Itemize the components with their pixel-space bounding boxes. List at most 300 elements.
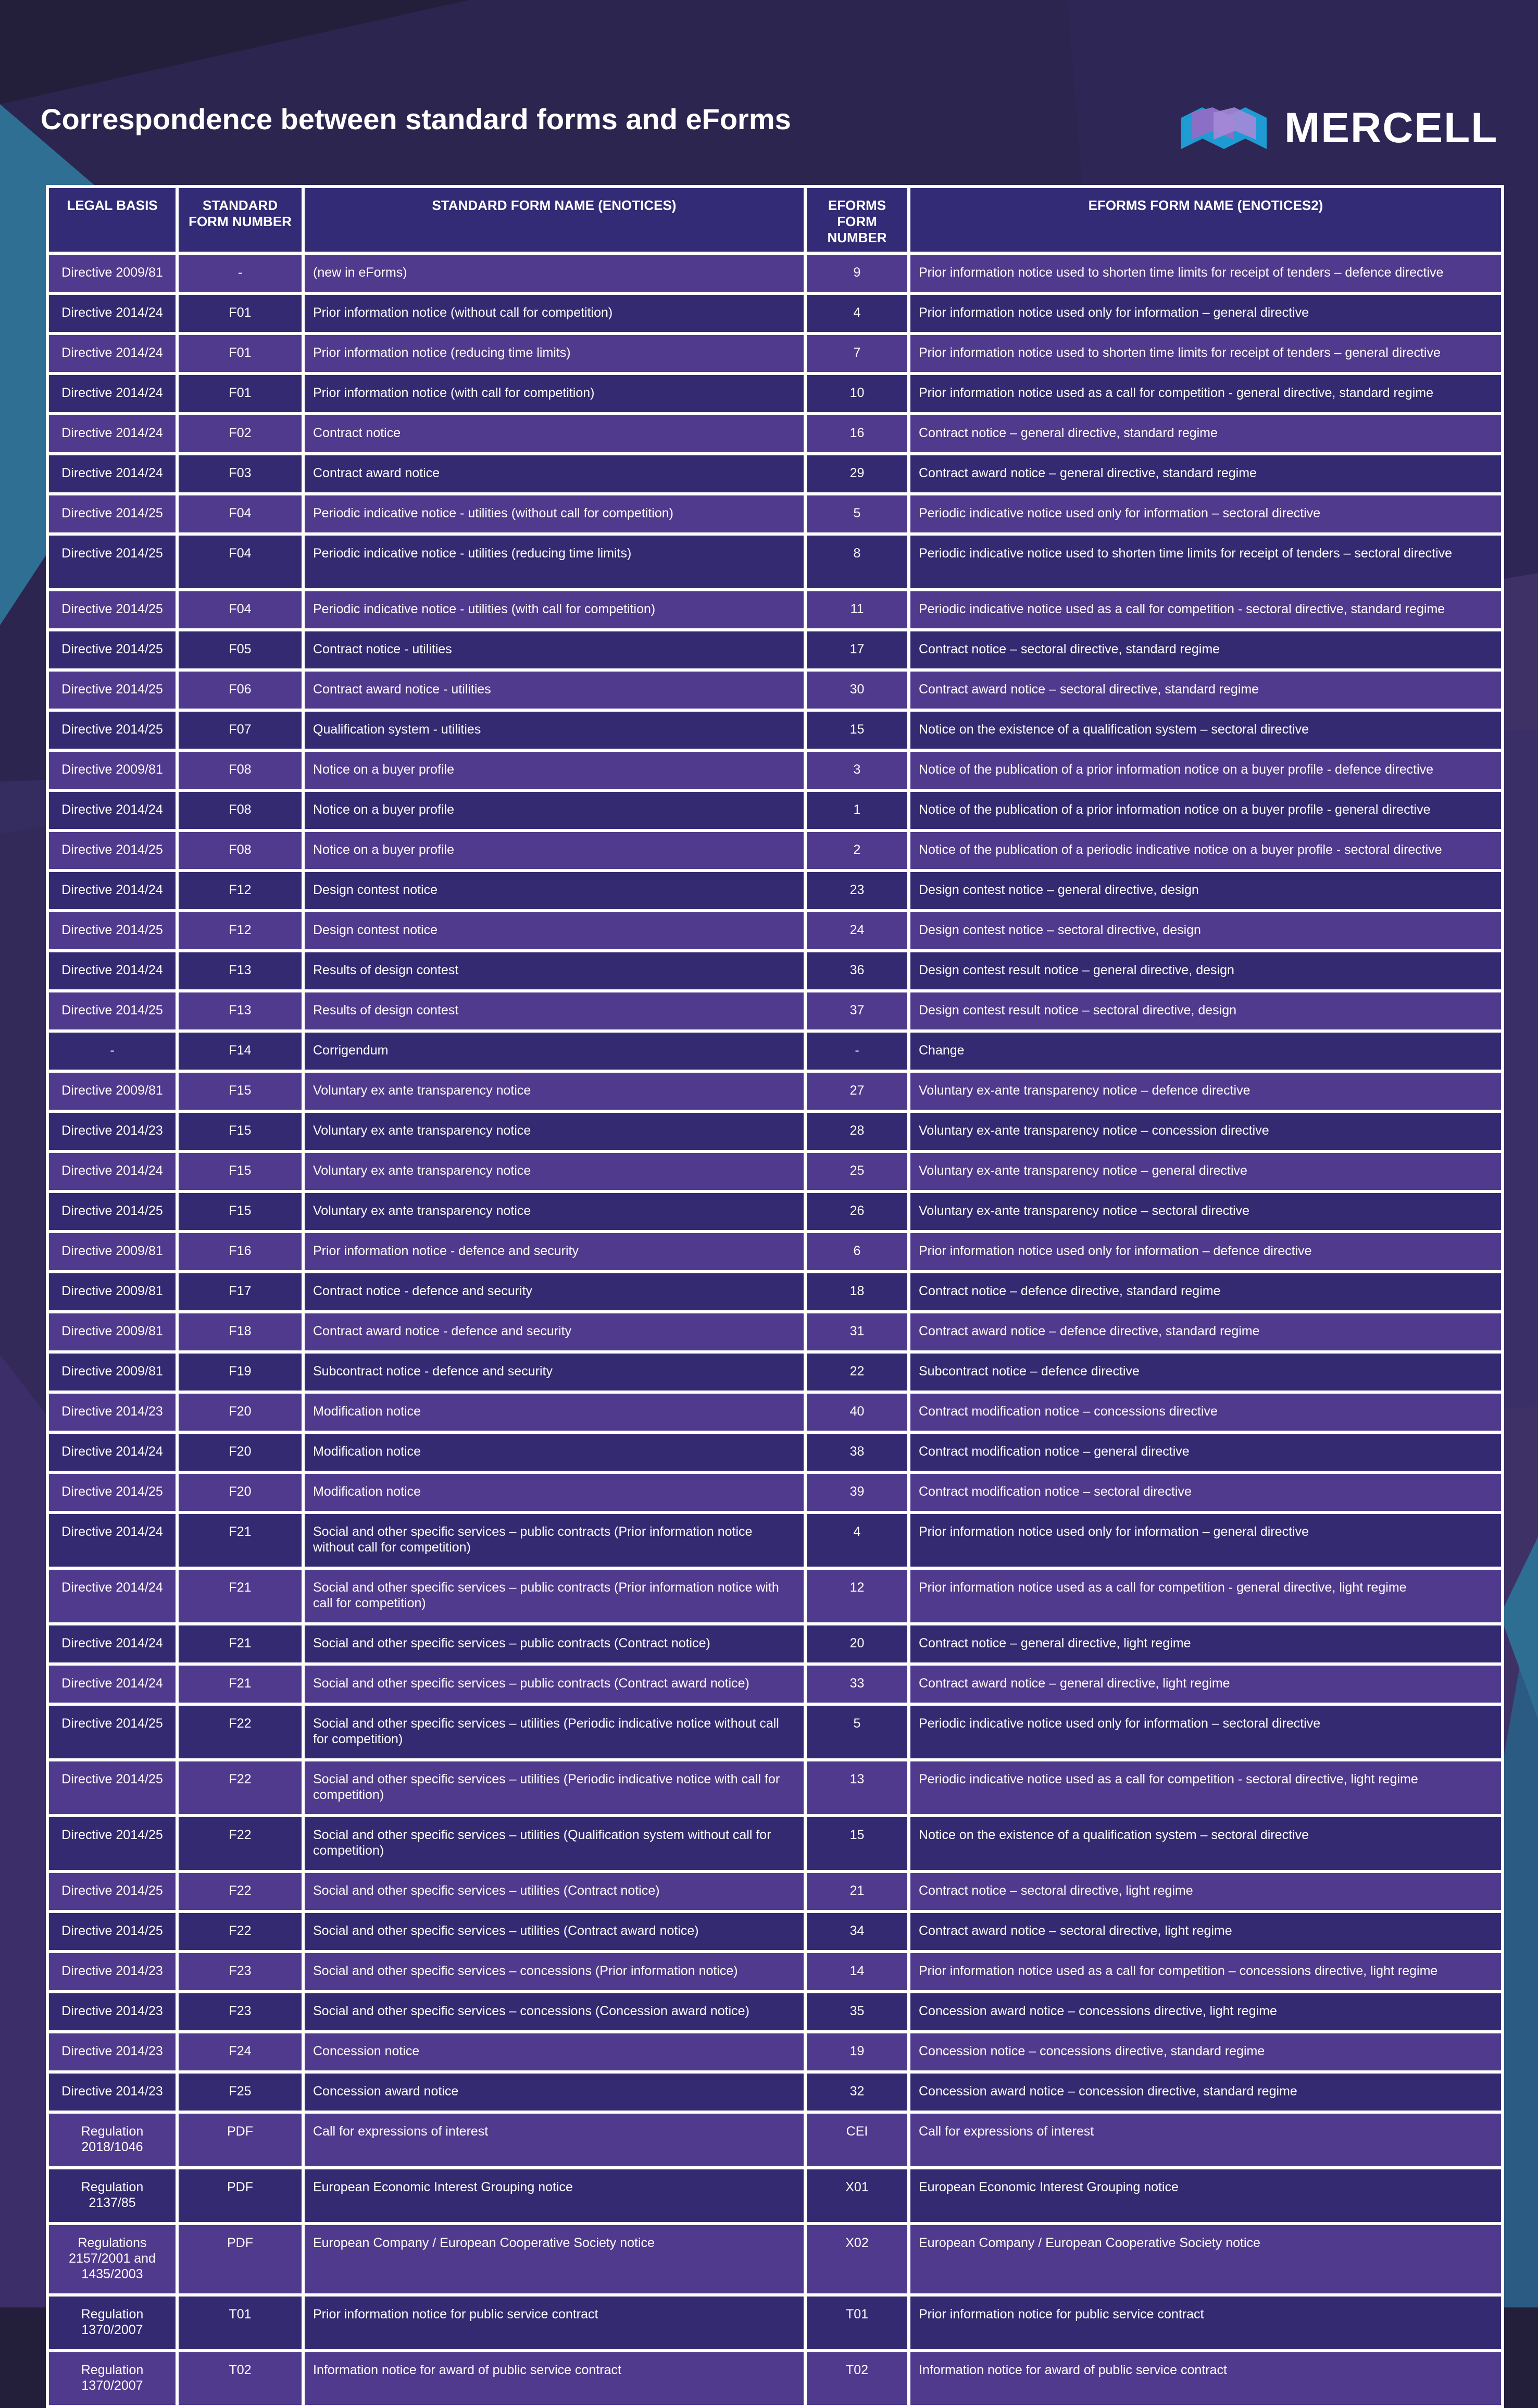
cell-standard-form-name: Social and other specific services – utilities (Periodic indicative notice with call for competition): [305, 1761, 804, 1814]
cell-eforms-form-number: 6: [807, 1233, 907, 1270]
table-row: [49, 832, 1501, 869]
cell-standard-form-number: F22: [179, 1913, 302, 1950]
cell-eforms-form-number: T01: [807, 2297, 907, 2349]
cell-standard-form-name: (new in eForms): [305, 255, 804, 292]
table-row: [49, 1625, 1501, 1662]
cell-eforms-form-number: 28: [807, 1113, 907, 1150]
cell-standard-form-name: European Company / European Cooperative Society notice: [305, 2225, 804, 2293]
cell-legal-basis: Directive 2014/25: [49, 591, 176, 628]
cell-eforms-form-number: 35: [807, 1993, 907, 2030]
cell-legal-basis: Directive 2014/25: [49, 992, 176, 1029]
table-header-row: [49, 188, 1501, 252]
cell-standard-form-name: Prior information notice - defence and security: [305, 1233, 804, 1270]
cell-eforms-form-number: 5: [807, 495, 907, 532]
cell-legal-basis: Directive 2014/25: [49, 1474, 176, 1511]
page-title: Correspondence between standard forms and eForms: [41, 103, 791, 135]
table-row: [49, 2225, 1501, 2293]
cell-standard-form-number: F12: [179, 912, 302, 949]
cell-standard-form-number: F21: [179, 1570, 302, 1622]
cell-legal-basis: Directive 2014/24: [49, 1666, 176, 1703]
cell-standard-form-name: Periodic indicative notice - utilities (without call for competition): [305, 495, 804, 532]
table-row: [49, 536, 1501, 588]
cell-eforms-form-name: Contract award notice – general directive, standard regime: [910, 455, 1501, 492]
cell-eforms-form-name: Notice on the existence of a qualification system – sectoral directive: [910, 712, 1501, 749]
table-row: [49, 2074, 1501, 2111]
cell-legal-basis: Directive 2014/24: [49, 792, 176, 829]
cell-standard-form-number: T02: [179, 2352, 302, 2405]
cell-legal-basis: -: [49, 1033, 176, 1070]
cell-standard-form-name: Contract notice: [305, 415, 804, 452]
cell-standard-form-name: Social and other specific services – public contracts (Contract notice): [305, 1625, 804, 1662]
table-row: [49, 1514, 1501, 1567]
table-row: [49, 495, 1501, 532]
cell-standard-form-number: F08: [179, 832, 302, 869]
cell-standard-form-name: Information notice for award of public service contract: [305, 2352, 804, 2405]
cell-legal-basis: Directive 2014/24: [49, 1514, 176, 1567]
cell-eforms-form-number: 15: [807, 712, 907, 749]
cell-eforms-form-number: 22: [807, 1354, 907, 1391]
cell-legal-basis: Regulation 2018/1046: [49, 2114, 176, 2166]
cell-eforms-form-number: 4: [807, 1514, 907, 1567]
cell-eforms-form-name: Contract modification notice – sectoral directive: [910, 1474, 1501, 1511]
cell-standard-form-number: -: [179, 255, 302, 292]
cell-standard-form-name: Design contest notice: [305, 872, 804, 909]
cell-eforms-form-name: Design contest result notice – general directive, design: [910, 952, 1501, 989]
cell-eforms-form-name: Design contest notice – sectoral directive, design: [910, 912, 1501, 949]
cell-standard-form-name: Voluntary ex ante transparency notice: [305, 1073, 804, 1110]
table-row: [49, 1313, 1501, 1350]
cell-eforms-form-name: Voluntary ex-ante transparency notice – sectoral directive: [910, 1193, 1501, 1230]
cell-eforms-form-name: European Economic Interest Grouping notice: [910, 2169, 1501, 2222]
cell-standard-form-name: Social and other specific services – concessions (Concession award notice): [305, 1993, 804, 2030]
cell-eforms-form-name: Prior information notice used only for information – general directive: [910, 295, 1501, 332]
table-row: [49, 1354, 1501, 1391]
cell-eforms-form-number: 18: [807, 1273, 907, 1310]
cell-eforms-form-name: Information notice for award of public service contract: [910, 2352, 1501, 2405]
table-row: [49, 1193, 1501, 1230]
cell-legal-basis: Directive 2014/25: [49, 1873, 176, 1910]
cell-standard-form-name: Results of design contest: [305, 952, 804, 989]
table-row: [49, 712, 1501, 749]
table-row: [49, 295, 1501, 332]
cell-eforms-form-number: 3: [807, 752, 907, 789]
cell-standard-form-number: T01: [179, 2297, 302, 2349]
cell-legal-basis: Directive 2014/23: [49, 1113, 176, 1150]
table-row: [49, 591, 1501, 628]
cell-eforms-form-number: 19: [807, 2033, 907, 2070]
cell-eforms-form-name: Design contest notice – general directive, design: [910, 872, 1501, 909]
cell-legal-basis: Directive 2014/24: [49, 335, 176, 372]
cell-standard-form-number: F04: [179, 591, 302, 628]
cell-eforms-form-name: Prior information notice used only for information – defence directive: [910, 1233, 1501, 1270]
cell-legal-basis: Directive 2014/24: [49, 1153, 176, 1190]
cell-eforms-form-name: Contract notice – sectoral directive, standard regime: [910, 631, 1501, 668]
table-row: [49, 255, 1501, 292]
table-row: [49, 1033, 1501, 1070]
cell-standard-form-number: F13: [179, 992, 302, 1029]
mercell-logo-icon: [1181, 107, 1267, 149]
table-row: [49, 752, 1501, 789]
cell-standard-form-number: F22: [179, 1706, 302, 1758]
cell-legal-basis: Directive 2014/25: [49, 672, 176, 709]
cell-standard-form-name: Social and other specific services – concessions (Prior information notice): [305, 1953, 804, 1990]
table-row: [49, 1666, 1501, 1703]
cell-eforms-form-number: 27: [807, 1073, 907, 1110]
cell-legal-basis: Directive 2014/24: [49, 1570, 176, 1622]
cell-legal-basis: Directive 2014/24: [49, 1625, 176, 1662]
cell-standard-form-number: F01: [179, 335, 302, 372]
cell-standard-form-number: F25: [179, 2074, 302, 2111]
cell-eforms-form-number: T02: [807, 2352, 907, 2405]
column-header-eforms-form-name: EFORMS FORM NAME (ENOTICES2): [910, 188, 1501, 252]
cell-standard-form-name: Modification notice: [305, 1434, 804, 1471]
cell-eforms-form-name: Contract notice – general directive, standard regime: [910, 415, 1501, 452]
cell-eforms-form-name: Contract award notice – sectoral directive, standard regime: [910, 672, 1501, 709]
cell-eforms-form-name: Periodic indicative notice used only for information – sectoral directive: [910, 1706, 1501, 1758]
table-row: [49, 1474, 1501, 1511]
cell-eforms-form-number: CEI: [807, 2114, 907, 2166]
cell-eforms-form-number: 15: [807, 1817, 907, 1870]
table-row: [49, 2114, 1501, 2166]
cell-standard-form-name: Contract award notice - utilities: [305, 672, 804, 709]
table-row: [49, 1153, 1501, 1190]
table-row: [49, 1873, 1501, 1910]
cell-standard-form-name: Concession award notice: [305, 2074, 804, 2111]
table-row: [49, 1570, 1501, 1622]
cell-eforms-form-number: 26: [807, 1193, 907, 1230]
cell-standard-form-number: F15: [179, 1113, 302, 1150]
cell-eforms-form-name: Periodic indicative notice used only for information – sectoral directive: [910, 495, 1501, 532]
table-row: [49, 2169, 1501, 2222]
table-row: [49, 1761, 1501, 1814]
column-header-eforms-form-number: EFORMS FORM NUMBER: [807, 188, 907, 252]
cell-eforms-form-number: 16: [807, 415, 907, 452]
cell-standard-form-number: F05: [179, 631, 302, 668]
cell-standard-form-number: F21: [179, 1666, 302, 1703]
cell-standard-form-name: Voluntary ex ante transparency notice: [305, 1193, 804, 1230]
cell-standard-form-name: Prior information notice (reducing time limits): [305, 335, 804, 372]
column-header-standard-form-name: STANDARD FORM NAME (ENOTICES): [305, 188, 804, 252]
cell-legal-basis: Directive 2014/24: [49, 952, 176, 989]
cell-legal-basis: Directive 2014/25: [49, 832, 176, 869]
cell-standard-form-name: Prior information notice (with call for competition): [305, 375, 804, 412]
cell-standard-form-number: F04: [179, 495, 302, 532]
cell-legal-basis: Directive 2009/81: [49, 1233, 176, 1270]
cell-eforms-form-name: Prior information notice for public service contract: [910, 2297, 1501, 2349]
cell-eforms-form-number: 8: [807, 536, 907, 588]
cell-standard-form-name: Modification notice: [305, 1394, 804, 1431]
cell-standard-form-name: Contract award notice - defence and security: [305, 1313, 804, 1350]
cell-standard-form-number: F07: [179, 712, 302, 749]
cell-legal-basis: Directive 2014/25: [49, 1913, 176, 1950]
cell-standard-form-number: F03: [179, 455, 302, 492]
cell-standard-form-number: PDF: [179, 2225, 302, 2293]
cell-eforms-form-name: Subcontract notice – defence directive: [910, 1354, 1501, 1391]
cell-standard-form-number: F12: [179, 872, 302, 909]
cell-legal-basis: Regulations 2157/2001 and 1435/2003: [49, 2225, 176, 2293]
cell-eforms-form-number: X01: [807, 2169, 907, 2222]
cell-eforms-form-number: -: [807, 1033, 907, 1070]
cell-standard-form-number: F08: [179, 792, 302, 829]
cell-standard-form-number: F16: [179, 1233, 302, 1270]
table-row: [49, 1233, 1501, 1270]
cell-eforms-form-name: Contract notice – sectoral directive, light regime: [910, 1873, 1501, 1910]
cell-eforms-form-number: 14: [807, 1953, 907, 1990]
cell-eforms-form-number: 1: [807, 792, 907, 829]
cell-standard-form-name: Contract award notice: [305, 455, 804, 492]
table-row: [49, 631, 1501, 668]
table-row: [49, 2033, 1501, 2070]
cell-legal-basis: Directive 2014/25: [49, 912, 176, 949]
cell-eforms-form-name: Concession award notice – concession directive, standard regime: [910, 2074, 1501, 2111]
cell-standard-form-name: Periodic indicative notice - utilities (reducing time limits): [305, 536, 804, 588]
table-row: [49, 1817, 1501, 1870]
cell-eforms-form-number: 40: [807, 1394, 907, 1431]
cell-eforms-form-number: 5: [807, 1706, 907, 1758]
cell-standard-form-number: F21: [179, 1625, 302, 1662]
cell-standard-form-name: Voluntary ex ante transparency notice: [305, 1153, 804, 1190]
cell-eforms-form-number: 37: [807, 992, 907, 1029]
cell-standard-form-name: Qualification system - utilities: [305, 712, 804, 749]
cell-legal-basis: Directive 2014/23: [49, 2074, 176, 2111]
cell-standard-form-number: F14: [179, 1033, 302, 1070]
column-header-legal-basis: LEGAL BASIS: [49, 188, 176, 252]
cell-eforms-form-name: Contract award notice – sectoral directive, light regime: [910, 1913, 1501, 1950]
cell-eforms-form-name: Contract modification notice – general directive: [910, 1434, 1501, 1471]
cell-eforms-form-name: Prior information notice used as a call for competition - general directive, standard regime: [910, 375, 1501, 412]
table-row: [49, 415, 1501, 452]
cell-legal-basis: Directive 2014/24: [49, 295, 176, 332]
cell-standard-form-number: F01: [179, 295, 302, 332]
cell-eforms-form-number: 12: [807, 1570, 907, 1622]
cell-legal-basis: Directive 2014/23: [49, 1953, 176, 1990]
cell-legal-basis: Directive 2014/25: [49, 1193, 176, 1230]
cell-eforms-form-number: 36: [807, 952, 907, 989]
cell-standard-form-name: Notice on a buyer profile: [305, 792, 804, 829]
table-row: [49, 335, 1501, 372]
cell-eforms-form-number: 2: [807, 832, 907, 869]
table-row: [49, 672, 1501, 709]
cell-standard-form-number: F23: [179, 1993, 302, 2030]
cell-standard-form-name: Social and other specific services – public contracts (Contract award notice): [305, 1666, 804, 1703]
table-row: [49, 1394, 1501, 1431]
cell-standard-form-name: Social and other specific services – utilities (Contract award notice): [305, 1913, 804, 1950]
cell-standard-form-name: Subcontract notice - defence and security: [305, 1354, 804, 1391]
cell-legal-basis: Regulation 1370/2007: [49, 2297, 176, 2349]
cell-standard-form-number: F24: [179, 2033, 302, 2070]
logo-text: MERCELL: [1284, 104, 1498, 152]
table-row: [49, 1706, 1501, 1758]
table-row: [49, 375, 1501, 412]
cell-standard-form-name: Periodic indicative notice - utilities (with call for competition): [305, 591, 804, 628]
cell-standard-form-number: F21: [179, 1514, 302, 1567]
cell-legal-basis: Directive 2014/24: [49, 375, 176, 412]
cell-eforms-form-name: Voluntary ex-ante transparency notice – defence directive: [910, 1073, 1501, 1110]
cell-eforms-form-number: 17: [807, 631, 907, 668]
cell-standard-form-name: Concession notice: [305, 2033, 804, 2070]
cell-legal-basis: Directive 2014/25: [49, 495, 176, 532]
cell-eforms-form-name: Design contest result notice – sectoral directive, design: [910, 992, 1501, 1029]
cell-legal-basis: Directive 2009/81: [49, 752, 176, 789]
cell-eforms-form-name: Concession award notice – concessions directive, light regime: [910, 1993, 1501, 2030]
table-row: [49, 792, 1501, 829]
cell-eforms-form-number: 13: [807, 1761, 907, 1814]
cell-standard-form-number: F20: [179, 1474, 302, 1511]
cell-standard-form-number: F22: [179, 1761, 302, 1814]
cell-standard-form-name: Social and other specific services – public contracts (Prior information notice with call for competition): [305, 1570, 804, 1622]
cell-standard-form-number: F02: [179, 415, 302, 452]
table-row: [49, 1273, 1501, 1310]
cell-standard-form-number: F20: [179, 1394, 302, 1431]
cell-standard-form-name: Results of design contest: [305, 992, 804, 1029]
cell-legal-basis: Directive 2014/24: [49, 415, 176, 452]
cell-standard-form-number: F19: [179, 1354, 302, 1391]
cell-standard-form-name: Social and other specific services – public contracts (Prior information notice without call for competition): [305, 1514, 804, 1567]
cell-standard-form-name: Modification notice: [305, 1474, 804, 1511]
cell-standard-form-number: F04: [179, 536, 302, 588]
cell-eforms-form-name: Notice on the existence of a qualification system – sectoral directive: [910, 1817, 1501, 1870]
cell-eforms-form-name: Contract award notice – defence directive, standard regime: [910, 1313, 1501, 1350]
cell-standard-form-name: Corrigendum: [305, 1033, 804, 1070]
cell-eforms-form-name: European Company / European Cooperative Society notice: [910, 2225, 1501, 2293]
table-row: [49, 912, 1501, 949]
cell-legal-basis: Directive 2014/23: [49, 1993, 176, 2030]
column-header-standard-form-number: STANDARD FORM NUMBER: [179, 188, 302, 252]
cell-legal-basis: Directive 2014/24: [49, 1434, 176, 1471]
cell-standard-form-name: Social and other specific services – utilities (Contract notice): [305, 1873, 804, 1910]
cell-eforms-form-name: Notice of the publication of a prior information notice on a buyer profile - general directive: [910, 792, 1501, 829]
cell-legal-basis: Directive 2009/81: [49, 1273, 176, 1310]
cell-standard-form-number: F23: [179, 1953, 302, 1990]
cell-standard-form-name: Social and other specific services – utilities (Periodic indicative notice without call for competition): [305, 1706, 804, 1758]
cell-eforms-form-number: 20: [807, 1625, 907, 1662]
cell-eforms-form-name: Prior information notice used to shorten time limits for receipt of tenders – defence directive: [910, 255, 1501, 292]
cell-eforms-form-number: 32: [807, 2074, 907, 2111]
cell-legal-basis: Directive 2014/23: [49, 2033, 176, 2070]
cell-standard-form-number: F20: [179, 1434, 302, 1471]
cell-standard-form-number: F15: [179, 1153, 302, 1190]
cell-legal-basis: Directive 2014/25: [49, 631, 176, 668]
cell-standard-form-name: Contract notice - utilities: [305, 631, 804, 668]
cell-legal-basis: Regulation 1370/2007: [49, 2352, 176, 2405]
cell-eforms-form-number: 11: [807, 591, 907, 628]
cell-eforms-form-number: 24: [807, 912, 907, 949]
cell-eforms-form-name: Voluntary ex-ante transparency notice – general directive: [910, 1153, 1501, 1190]
table-row: [49, 1113, 1501, 1150]
cell-eforms-form-name: Contract award notice – general directive, light regime: [910, 1666, 1501, 1703]
cell-eforms-form-name: Contract notice – defence directive, standard regime: [910, 1273, 1501, 1310]
cell-standard-form-number: F06: [179, 672, 302, 709]
cell-eforms-form-number: 34: [807, 1913, 907, 1950]
cell-eforms-form-name: Prior information notice used as a call for competition – concessions directive, light regime: [910, 1953, 1501, 1990]
table-row: [49, 1953, 1501, 1990]
cell-standard-form-name: Voluntary ex ante transparency notice: [305, 1113, 804, 1150]
cell-standard-form-name: Design contest notice: [305, 912, 804, 949]
cell-legal-basis: Directive 2014/23: [49, 1394, 176, 1431]
cell-standard-form-number: F01: [179, 375, 302, 412]
cell-standard-form-number: F08: [179, 752, 302, 789]
cell-eforms-form-name: Prior information notice used only for information – general directive: [910, 1514, 1501, 1567]
table-row: [49, 1073, 1501, 1110]
table-row: [49, 992, 1501, 1029]
cell-eforms-form-number: 9: [807, 255, 907, 292]
cell-eforms-form-name: Change: [910, 1033, 1501, 1070]
cell-eforms-form-name: Call for expressions of interest: [910, 2114, 1501, 2166]
cell-standard-form-name: Contract notice - defence and security: [305, 1273, 804, 1310]
cell-standard-form-name: Prior information notice (without call for competition): [305, 295, 804, 332]
cell-legal-basis: Directive 2009/81: [49, 1313, 176, 1350]
table-row: [49, 2297, 1501, 2349]
cell-standard-form-number: PDF: [179, 2114, 302, 2166]
cell-eforms-form-number: 33: [807, 1666, 907, 1703]
cell-standard-form-number: F15: [179, 1193, 302, 1230]
table-row: [49, 952, 1501, 989]
cell-eforms-form-name: Periodic indicative notice used as a call for competition - sectoral directive, standard regime: [910, 591, 1501, 628]
cell-standard-form-number: F17: [179, 1273, 302, 1310]
table-body: [49, 255, 1501, 2405]
cell-legal-basis: Directive 2014/25: [49, 1706, 176, 1758]
cell-eforms-form-number: X02: [807, 2225, 907, 2293]
cell-standard-form-number: F15: [179, 1073, 302, 1110]
cell-legal-basis: Directive 2014/24: [49, 455, 176, 492]
cell-standard-form-number: F18: [179, 1313, 302, 1350]
cell-eforms-form-name: Notice of the publication of a prior information notice on a buyer profile - defence directive: [910, 752, 1501, 789]
cell-standard-form-name: Notice on a buyer profile: [305, 752, 804, 789]
cell-legal-basis: Directive 2009/81: [49, 1354, 176, 1391]
cell-eforms-form-name: Periodic indicative notice used to shorten time limits for receipt of tenders – sectoral directive: [910, 536, 1501, 588]
cell-legal-basis: Regulation 2137/85: [49, 2169, 176, 2222]
cell-legal-basis: Directive 2014/25: [49, 1817, 176, 1870]
cell-eforms-form-number: 38: [807, 1434, 907, 1471]
cell-standard-form-number: F22: [179, 1817, 302, 1870]
cell-standard-form-number: F13: [179, 952, 302, 989]
cell-eforms-form-name: Contract modification notice – concessions directive: [910, 1394, 1501, 1431]
cell-eforms-form-name: Periodic indicative notice used as a call for competition - sectoral directive, light regime: [910, 1761, 1501, 1814]
cell-eforms-form-number: 39: [807, 1474, 907, 1511]
cell-standard-form-name: European Economic Interest Grouping notice: [305, 2169, 804, 2222]
cell-eforms-form-number: 4: [807, 295, 907, 332]
cell-standard-form-name: Notice on a buyer profile: [305, 832, 804, 869]
cell-standard-form-name: Social and other specific services – utilities (Qualification system without call for competition): [305, 1817, 804, 1870]
cell-eforms-form-number: 29: [807, 455, 907, 492]
table-row: [49, 1913, 1501, 1950]
cell-eforms-form-name: Prior information notice used as a call for competition - general directive, light regime: [910, 1570, 1501, 1622]
table-row: [49, 2352, 1501, 2405]
correspondence-table: [46, 185, 1504, 2408]
cell-eforms-form-name: Notice of the publication of a periodic indicative notice on a buyer profile - sectoral directive: [910, 832, 1501, 869]
cell-legal-basis: Directive 2014/25: [49, 536, 176, 588]
cell-legal-basis: Directive 2014/25: [49, 1761, 176, 1814]
cell-eforms-form-name: Voluntary ex-ante transparency notice – concession directive: [910, 1113, 1501, 1150]
cell-eforms-form-number: 21: [807, 1873, 907, 1910]
cell-eforms-form-name: Contract notice – general directive, light regime: [910, 1625, 1501, 1662]
cell-standard-form-number: PDF: [179, 2169, 302, 2222]
cell-eforms-form-name: Concession notice – concessions directive, standard regime: [910, 2033, 1501, 2070]
cell-legal-basis: Directive 2014/24: [49, 872, 176, 909]
cell-standard-form-name: Call for expressions of interest: [305, 2114, 804, 2166]
cell-eforms-form-number: 23: [807, 872, 907, 909]
cell-legal-basis: Directive 2009/81: [49, 255, 176, 292]
table-row: [49, 455, 1501, 492]
cell-standard-form-number: F22: [179, 1873, 302, 1910]
cell-eforms-form-number: 31: [807, 1313, 907, 1350]
cell-standard-form-name: Prior information notice for public service contract: [305, 2297, 804, 2349]
cell-eforms-form-name: Prior information notice used to shorten time limits for receipt of tenders – general directive: [910, 335, 1501, 372]
cell-eforms-form-number: 7: [807, 335, 907, 372]
table-row: [49, 1993, 1501, 2030]
cell-eforms-form-number: 10: [807, 375, 907, 412]
cell-legal-basis: Directive 2009/81: [49, 1073, 176, 1110]
